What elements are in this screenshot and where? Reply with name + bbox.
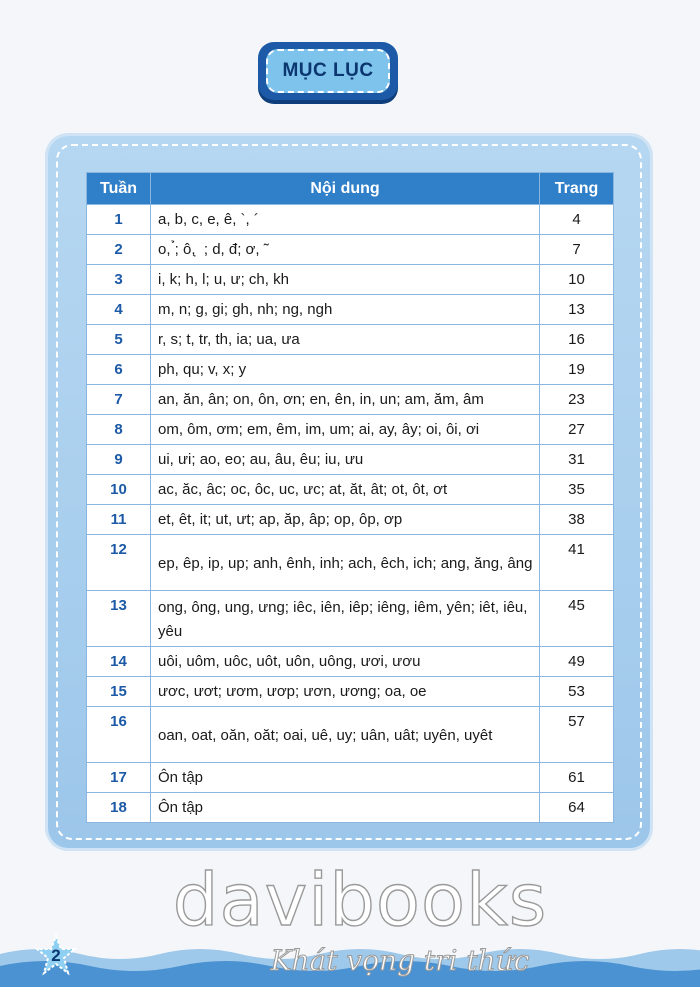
page-cell: 27 (540, 415, 614, 445)
content-cell: ep, êp, ip, up; anh, ênh, inh; ach, êch, ich; ang, ăng, âng (151, 535, 540, 591)
week-cell: 18 (87, 793, 151, 823)
week-cell: 14 (87, 647, 151, 677)
week-cell: 16 (87, 707, 151, 763)
table-row (87, 265, 614, 295)
page-cell: 64 (540, 793, 614, 823)
content-cell: ong, ông, ung, ưng; iêc, iên, iêp; iêng, iêm, yên; iêt, iêu, yêu (151, 591, 540, 647)
page-title: MỤC LỤC (282, 60, 374, 81)
table-row (87, 385, 614, 415)
week-cell: 10 (87, 475, 151, 505)
week-cell: 12 (87, 535, 151, 591)
week-cell: 8 (87, 415, 151, 445)
toc-table (86, 172, 614, 823)
page-cell: 13 (540, 295, 614, 325)
content-cell: ui, ưi; ao, eo; au, âu, êu; iu, ưu (151, 445, 540, 475)
page-cell: 35 (540, 475, 614, 505)
content-cell: Ôn tập (151, 763, 540, 793)
page-cell: 23 (540, 385, 614, 415)
table-row (87, 793, 614, 823)
week-cell: 2 (87, 235, 151, 265)
content-cell: r, s; t, tr, th, ia; ua, ưa (151, 325, 540, 355)
page-cell: 49 (540, 647, 614, 677)
table-row (87, 535, 614, 591)
week-cell: 13 (87, 591, 151, 647)
content-cell: a, b, c, e, ê, `, ´ (151, 205, 540, 235)
table-row (87, 355, 614, 385)
page-cell: 57 (540, 707, 614, 763)
page-cell: 53 (540, 677, 614, 707)
content-cell: ac, ăc, âc; oc, ôc, uc, ưc; at, ăt, ât; ot, ôt, ơt (151, 475, 540, 505)
page-cell: 19 (540, 355, 614, 385)
content-cell: ươc, ươt; ươm, ươp; ươn, ương; oa, oe (151, 677, 540, 707)
content-cell: o, ̉; ô, ̣ ; d, đ; ơ, ˜ (151, 235, 540, 265)
week-cell: 4 (87, 295, 151, 325)
week-cell: 7 (87, 385, 151, 415)
table-row (87, 205, 614, 235)
title-badge-inner (266, 49, 390, 93)
table-row (87, 295, 614, 325)
content-cell: ph, qu; v, x; y (151, 355, 540, 385)
week-cell: 5 (87, 325, 151, 355)
page-cell: 31 (540, 445, 614, 475)
page-cell: 61 (540, 763, 614, 793)
title-badge (258, 42, 398, 100)
page-cell: 16 (540, 325, 614, 355)
page-cell: 10 (540, 265, 614, 295)
week-cell: 15 (87, 677, 151, 707)
content-cell: Ôn tập (151, 793, 540, 823)
brand-slogan: Khát vọng tri thức (270, 944, 530, 977)
page-cell: 4 (540, 205, 614, 235)
content-cell: m, n; g, gi; gh, nh; ng, ngh (151, 295, 540, 325)
content-cell: et, êt, it; ut, ưt; ap, ăp, âp; op, ôp, ơp (151, 505, 540, 535)
table-row (87, 591, 614, 647)
brand-watermark: davibooks (172, 858, 548, 942)
table-row (87, 415, 614, 445)
col-header-week: Tuần (87, 173, 151, 205)
table-row (87, 505, 614, 535)
week-cell: 6 (87, 355, 151, 385)
table-row (87, 707, 614, 763)
week-cell: 11 (87, 505, 151, 535)
table-row (87, 235, 614, 265)
week-cell: 3 (87, 265, 151, 295)
col-header-content: Nội dung (151, 173, 540, 205)
table-row (87, 647, 614, 677)
week-cell: 9 (87, 445, 151, 475)
col-header-page: Trang (540, 173, 614, 205)
content-cell: i, k; h, l; u, ư; ch, kh (151, 265, 540, 295)
table-row (87, 475, 614, 505)
content-cell: oan, oat, oăn, oăt; oai, uê, uy; uân, uât; uyên, uyêt (151, 707, 540, 763)
content-cell: uôi, uôm, uôc, uôt, uôn, uông, ươi, ươu (151, 647, 540, 677)
week-cell: 17 (87, 763, 151, 793)
toc-header-row (87, 173, 614, 205)
week-cell: 1 (87, 205, 151, 235)
table-row (87, 325, 614, 355)
content-cell: an, ăn, ân; on, ôn, ơn; en, ên, in, un; am, ăm, âm (151, 385, 540, 415)
page-number: 2 (51, 946, 61, 965)
content-cell: om, ôm, ơm; em, êm, im, um; ai, ay, ây; oi, ôi, ơi (151, 415, 540, 445)
page-cell: 7 (540, 235, 614, 265)
toc-body (87, 205, 614, 823)
page-cell: 41 (540, 535, 614, 591)
table-row (87, 763, 614, 793)
table-row (87, 445, 614, 475)
table-row (87, 677, 614, 707)
page-cell: 38 (540, 505, 614, 535)
page-cell: 45 (540, 591, 614, 647)
